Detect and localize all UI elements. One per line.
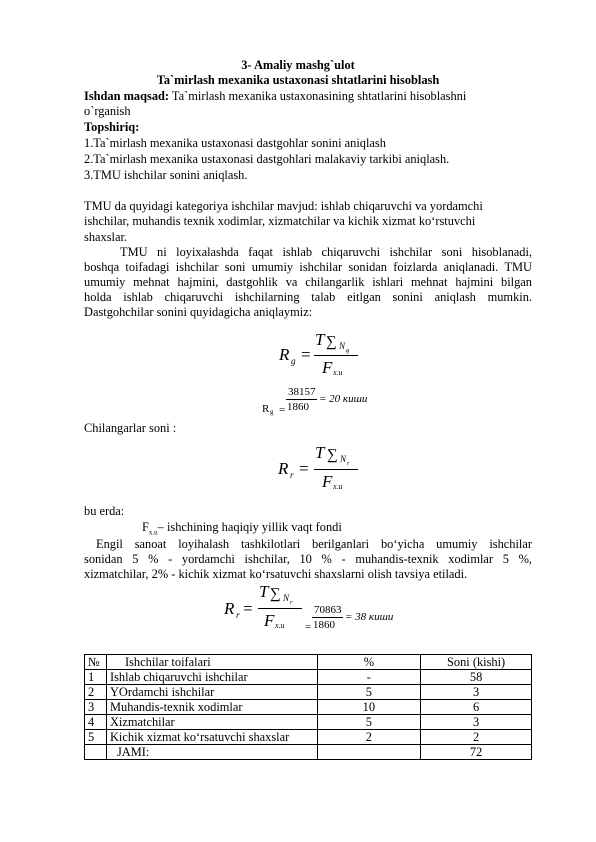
formula-eq: = (243, 599, 253, 618)
formula-num-sub-sub: g (346, 347, 350, 354)
formula-den: F (322, 358, 333, 377)
cell-category: Ishlab chiqaruvchi ishchilar (106, 670, 317, 685)
total-value: 72 (421, 745, 532, 760)
task-item: 2.Ta`mirlash mexanika ustaxonasi dastgohlari malakaviy tarkibi aniqlash. (84, 152, 450, 166)
formula-lhs-sub: r (290, 470, 294, 480)
cell-percent: 5 (317, 685, 421, 700)
calc-den: 1860 (287, 401, 309, 413)
def-symbol-sub: x.u (148, 528, 158, 537)
fraction-bar (314, 355, 358, 356)
calc-num: 70863 (314, 604, 342, 616)
bu-erda: bu erda: (84, 504, 125, 518)
goal-text: Ta`mirlash mexanika ustaxonasining shtatlarini hisoblashni (169, 89, 467, 103)
fraction-bar (286, 399, 317, 400)
formula-eq: = (299, 459, 309, 478)
cell-category: Muhandis-texnik xodimlar (106, 700, 317, 715)
cell-number: 1 (85, 670, 107, 685)
formula-den: F (264, 611, 275, 630)
formula-lhs: R (224, 599, 235, 618)
sum-symbol: ∑ (326, 334, 337, 350)
calc-eq: = (305, 621, 312, 633)
formula-num: T (259, 582, 269, 601)
chilangar-label: Chilangarlar soni : (84, 421, 177, 435)
workers-table (84, 654, 532, 760)
header-cell: Ishchilar toifalari (106, 655, 317, 670)
goal-text-2: o`rganish (84, 104, 131, 118)
table-total-row (85, 745, 532, 760)
cell-empty (317, 745, 421, 760)
table-row (85, 715, 532, 730)
table-row (85, 670, 532, 685)
fraction-bar (312, 617, 343, 618)
sum-symbol: ∑ (270, 586, 281, 602)
header-cell: № (85, 655, 107, 670)
cell-count: 58 (421, 670, 532, 685)
formula-num-sub-sub: r (290, 599, 293, 606)
para2-line: boshqa toifadagi ishchilar soni umumiy ishchilar sonidan foizlarda aniqlanadi. TMU (84, 260, 532, 274)
calc-result: = 20 киши (319, 393, 368, 405)
cell-number: 4 (85, 715, 107, 730)
fraction-bar (258, 608, 302, 609)
formula-den-sub: x.u (333, 368, 343, 377)
formula-lhs: R (279, 345, 290, 364)
table-row (85, 730, 532, 745)
para1-line: shaxslar. (84, 230, 128, 244)
table-header-row (85, 655, 532, 670)
formula-lhs-sub: g (291, 356, 296, 366)
para1-line: ishchilar, muhandis texnik xodimlar, xizmatchilar va kichik xizmat ko‘rstuvchi (84, 214, 476, 228)
formula-num-sub: N (340, 454, 347, 464)
cell-number: 3 (85, 700, 107, 715)
table-row (85, 685, 532, 700)
formula-num-sub-sub: r (347, 460, 350, 467)
task-item: 3.TMU ishchilar sonini aniqlash. (84, 168, 248, 182)
cell-count: 2 (421, 730, 532, 745)
formula-num-sub: N (283, 593, 290, 603)
calc-eq: = (279, 404, 286, 416)
cell-percent: 2 (317, 730, 421, 745)
total-label: JAMI: (106, 745, 317, 760)
task-item: 1.Ta`mirlash mexanika ustaxonasi dastgohlar sonini aniqlash (84, 136, 386, 150)
formula-eq: = (301, 345, 311, 364)
formula-num: T (315, 330, 325, 349)
para3-line: xizmatchilar, 2% - kichik xizmat ko‘rsatuvchi shaxslarni olish tavsiya etiladi. (84, 567, 468, 581)
calc-label-sub: g (270, 408, 274, 416)
sum-symbol: ∑ (327, 447, 338, 463)
cell-percent: - (317, 670, 421, 685)
calc-den: 1860 (313, 619, 335, 631)
para2-line: TMU ni loyixalashda faqat ishlab chiqaruvchi ishchilar soni hisoblanadi, (120, 245, 532, 259)
page-title: 3- Amaliy mashg`ulot (241, 58, 355, 72)
formula-num: T (315, 443, 325, 462)
cell-percent: 5 (317, 715, 421, 730)
def-symbol: F (142, 520, 149, 534)
formula-den: F (322, 472, 333, 491)
para2-line: Dastgohchilar sonini quyidagicha aniqlaymiz: (84, 305, 313, 319)
calc-num: 38157 (288, 386, 316, 398)
cell-number: 5 (85, 730, 107, 745)
para1-line: TMU da quyidagi kategoriya ishchilar mavjud: ishlab chiqaruvchi va yordamchi (84, 199, 483, 213)
cell-count: 6 (421, 700, 532, 715)
task-label: Topshiriq: (84, 120, 140, 134)
cell-count: 3 (421, 685, 532, 700)
calc-result: = 38 киши (345, 611, 394, 623)
para2-line: umumiy mehnat hajmini, dastgohlik va chilangarlik ishlari mehnat hajmini bilgan (84, 275, 532, 289)
cell-category: YOrdamchi ishchilar (106, 685, 317, 700)
header-cell: % (317, 655, 421, 670)
formula-lhs-sub: r (236, 610, 240, 620)
goal-line (84, 89, 466, 103)
formula-lhs: R (278, 459, 289, 478)
para3-line: Engil sanoat loyihalash tashkilotlari berilganlari bo‘yicha umumiy ishchilar (96, 537, 532, 551)
formula-den-sub: x.u (333, 482, 343, 491)
para3-line: sonidan 5 % - yordamchi ishchilar, 10 % - muhandis-texnik xodimlar 5 %, (84, 552, 532, 566)
goal-label: Ishdan maqsad: (84, 89, 170, 103)
cell-count: 3 (421, 715, 532, 730)
fraction-bar (314, 469, 358, 470)
def-text: – ishchining haqiqiy yillik vaqt fondi (157, 520, 342, 534)
table-row (85, 700, 532, 715)
formula-num-sub: N (339, 341, 346, 351)
cell-empty (85, 745, 107, 760)
para2-line: holda ishlab chiqaruvchi ishchilarning talab eitlgan sonini aniqlash mumkin. (84, 290, 532, 304)
cell-percent: 10 (317, 700, 421, 715)
cell-category: Xizmatchilar (106, 715, 317, 730)
page-subtitle: Ta`mirlash mexanika ustaxonasi shtatlarini hisoblash (156, 73, 440, 87)
header-cell: Soni (kishi) (421, 655, 532, 670)
cell-number: 2 (85, 685, 107, 700)
calc-label: R (262, 403, 270, 415)
cell-category: Kichik xizmat ko‘rsatuvchi shaxslar (106, 730, 317, 745)
formula-den-sub: x.u (275, 621, 285, 630)
